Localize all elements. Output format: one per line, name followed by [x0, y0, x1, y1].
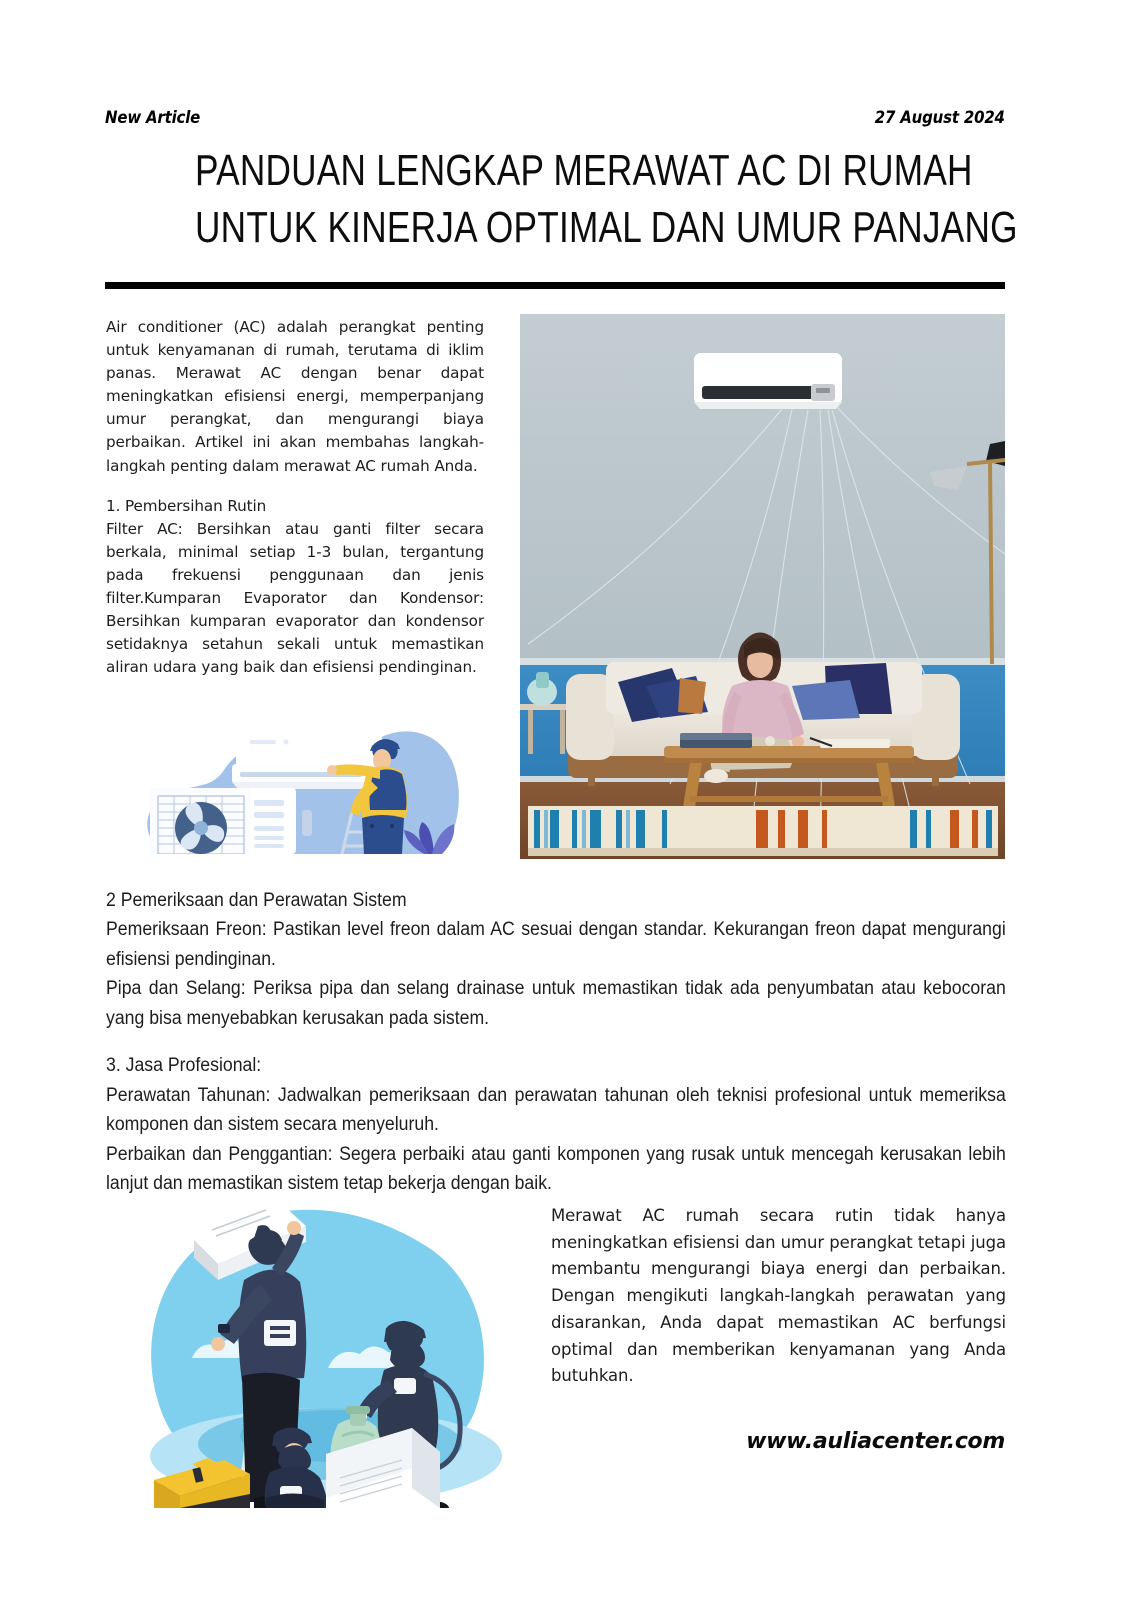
ac-cleaning-illustration-svg — [128, 726, 468, 854]
masthead-date: 27 August 2024 — [874, 108, 1005, 128]
wall-ac-unit — [694, 353, 842, 409]
masthead-label: New Article — [105, 108, 201, 128]
living-room-photo-illustration — [520, 314, 1005, 859]
headline-line-1: PANDUAN LENGKAP MERAWAT AC DI RUMAH — [195, 146, 973, 195]
ac-service-illustration-svg — [140, 1168, 512, 1508]
section3-heading: 3. Jasa Profesional: — [106, 1055, 262, 1077]
hero-photo — [520, 314, 1005, 859]
header-divider — [105, 282, 1005, 289]
body-sections — [106, 886, 1006, 1198]
intro-column — [106, 316, 484, 679]
intro-paragraph: Air conditioner (AC) adalah perangkat penting untuk kenyamanan di rumah, terutama di iklim panas. Merawat AC dengan benar dapat meningkatkan efisiensi energi, memperpanjang umur perangkat, dan mengurangi biaya perbaikan. Artikel ini akan membahas langkah-langkah penting dalam merawat AC rumah Anda. — [106, 318, 484, 475]
section2-para1: Pemeriksaan Freon: Pastikan level freon dalam AC sesuai dengan standar. Kekurangan freon dapat mengurangi efisiensi pendinginan. — [106, 919, 1006, 970]
page-title — [105, 142, 1018, 256]
area-rug — [528, 806, 998, 856]
fan-icon — [175, 802, 227, 854]
headline-line-2: UNTUK KINERJA OPTIMAL DAN UMUR PANJANG — [195, 203, 1018, 253]
section3-para2: Perbaikan dan Penggantian: Segera perbaiki atau ganti komponen yang rusak untuk mencegah kerusakan lebih lanjut dan memastikan sistem tetap bekerja dengan baik. — [106, 1143, 1006, 1194]
section2-heading: 2 Pemeriksaan dan Perawatan Sistem — [106, 890, 407, 911]
section2-para2: Pipa dan Selang: Periksa pipa dan selang drainase untuk memastikan tidak ada penyumbatan atau kebocoran yang bisa menyebabkan kerusakan pada sistem. — [106, 978, 1006, 1029]
section1-heading: 1. Pembersihan Rutin — [106, 496, 267, 515]
section1-body: Filter AC: Bersihkan atau ganti filter secara berkala, minimal setiap 1-3 bulan, tergantung pada frekuensi penggunaan dan jenis filter.Kumparan Evaporator dan Kondensor: Bersihkan kumparan evaporator dan kondensor setidaknya setahun sekali untuk memastikan aliran udara yang baik dan efisiensi pendinginan. — [106, 519, 484, 677]
website-url[interactable]: www.auliacenter.com — [746, 1429, 1005, 1454]
ac-cleaning-illustration — [128, 726, 468, 854]
masthead — [105, 108, 1005, 128]
ac-service-illustration — [140, 1168, 512, 1508]
conclusion-column — [551, 1203, 1006, 1390]
section3-para1: Perawatan Tahunan: Jadwalkan pemeriksaan dan perawatan tahunan oleh teknisi profesional untuk memeriksa komponen dan sistem secara menyeluruh. — [106, 1084, 1006, 1136]
conclusion-paragraph: Merawat AC rumah secara rutin tidak hanya meningkatkan efisiensi dan umur perangkat tetapi juga membantu mengurangi biaya energi dan perbaikan. Dengan mengikuti langkah-langkah perawatan yang disarankan, Anda dapat memastikan AC berfungsi optimal dan memberikan kenyamanan yang Anda butuhkan. — [551, 1206, 1006, 1386]
